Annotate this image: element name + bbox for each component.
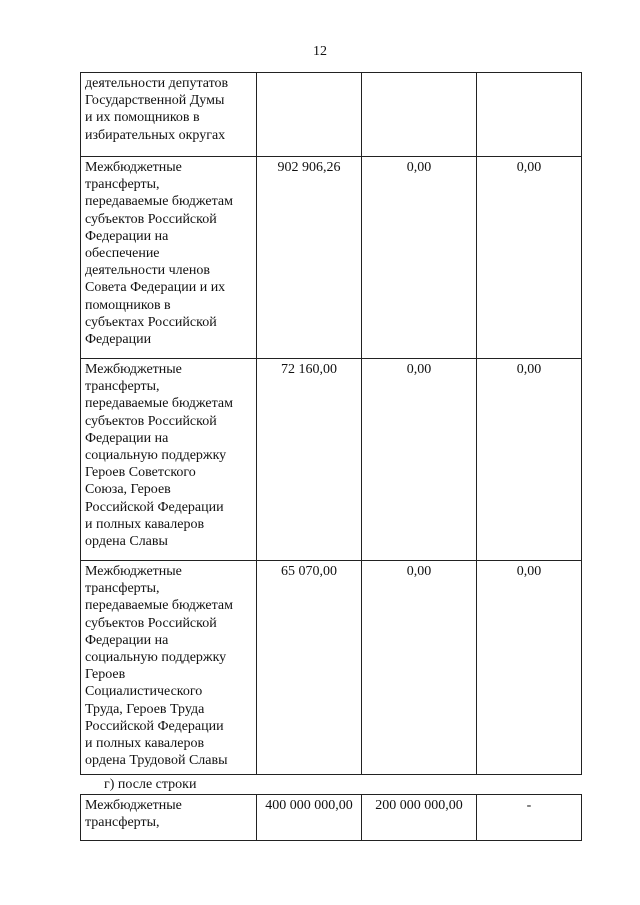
description-line: Труда, Героев Труда: [85, 701, 205, 717]
description-line: помощников в: [85, 297, 171, 313]
description-line: Героев: [85, 667, 126, 683]
row-description: [81, 561, 257, 775]
description-line: субъектов Российской: [85, 413, 217, 429]
appended-table: [80, 794, 582, 841]
description-line: Федерации на: [85, 632, 169, 648]
description-line: передаваемые бюджетам: [85, 194, 233, 210]
amount-cell-3: 0,00: [477, 157, 582, 359]
description-line: Межбюджетные: [85, 798, 182, 813]
description-line: трансферты,: [85, 815, 160, 831]
description-line: трансферты,: [85, 177, 160, 193]
table-row: [81, 359, 582, 561]
amendment-note: г) после строки: [104, 777, 197, 792]
description-line: социальную поддержку: [85, 650, 227, 666]
description-line: субъектах Российской: [85, 314, 217, 330]
description-line: Героев Советского: [85, 465, 196, 481]
row-description: [81, 795, 257, 841]
description-line: и полных кавалеров: [85, 736, 205, 752]
amount-cell-1: 400 000 000,00: [257, 795, 362, 841]
table-row: [81, 795, 582, 841]
description-line: Федерации на: [85, 430, 169, 446]
description-line: субъектов Российской: [85, 615, 217, 631]
description-line: деятельности депутатов: [85, 76, 229, 91]
amount-cell-3: -: [477, 795, 582, 841]
table-row: [81, 561, 582, 775]
description-line: передаваемые бюджетам: [85, 396, 233, 412]
description-line: Совета Федерации и их: [85, 280, 226, 296]
description-line: Федерации: [85, 332, 152, 348]
table-row: [81, 157, 582, 359]
page-number: 12: [313, 44, 327, 59]
description-line: Российской Федерации: [85, 718, 224, 734]
row-description: [81, 73, 257, 157]
description-line: трансферты,: [85, 581, 160, 597]
row-description: [81, 157, 257, 359]
table-row: [81, 73, 582, 157]
amount-cell-2: [362, 73, 477, 157]
amount-cell-2: 0,00: [362, 157, 477, 359]
description-line: Федерации на: [85, 228, 169, 244]
description-line: Межбюджетные: [85, 362, 182, 377]
description-line: ордена Славы: [85, 534, 168, 550]
description-line: передаваемые бюджетам: [85, 598, 233, 614]
description-line: Межбюджетные: [85, 160, 182, 175]
amount-cell-2: 0,00: [362, 359, 477, 561]
row-description: [81, 359, 257, 561]
description-line: и полных кавалеров: [85, 516, 205, 532]
description-line: трансферты,: [85, 379, 160, 395]
description-line: ордена Трудовой Славы: [85, 753, 228, 769]
amount-cell-1: [257, 73, 362, 157]
description-line: социальную поддержку: [85, 448, 227, 464]
description-line: субъектов Российской: [85, 211, 217, 227]
description-line: обеспечение: [85, 246, 160, 262]
amount-cell-1: 72 160,00: [257, 359, 362, 561]
description-line: Союза, Героев: [85, 482, 171, 498]
description-line: избирательных округах: [85, 127, 226, 143]
amount-cell-1: 65 070,00: [257, 561, 362, 775]
budget-table: [80, 72, 582, 775]
description-line: деятельности членов: [85, 263, 210, 279]
amount-cell-3: [477, 73, 582, 157]
description-line: Российской Федерации: [85, 499, 224, 515]
amount-cell-3: 0,00: [477, 359, 582, 561]
amount-cell-3: 0,00: [477, 561, 582, 775]
amount-cell-1: 902 906,26: [257, 157, 362, 359]
description-line: Межбюджетные: [85, 564, 182, 579]
description-line: Государственной Думы: [85, 93, 225, 109]
description-line: и их помощников в: [85, 110, 200, 126]
description-line: Социалистического: [85, 684, 203, 700]
amount-cell-2: 200 000 000,00: [362, 795, 477, 841]
amount-cell-2: 0,00: [362, 561, 477, 775]
